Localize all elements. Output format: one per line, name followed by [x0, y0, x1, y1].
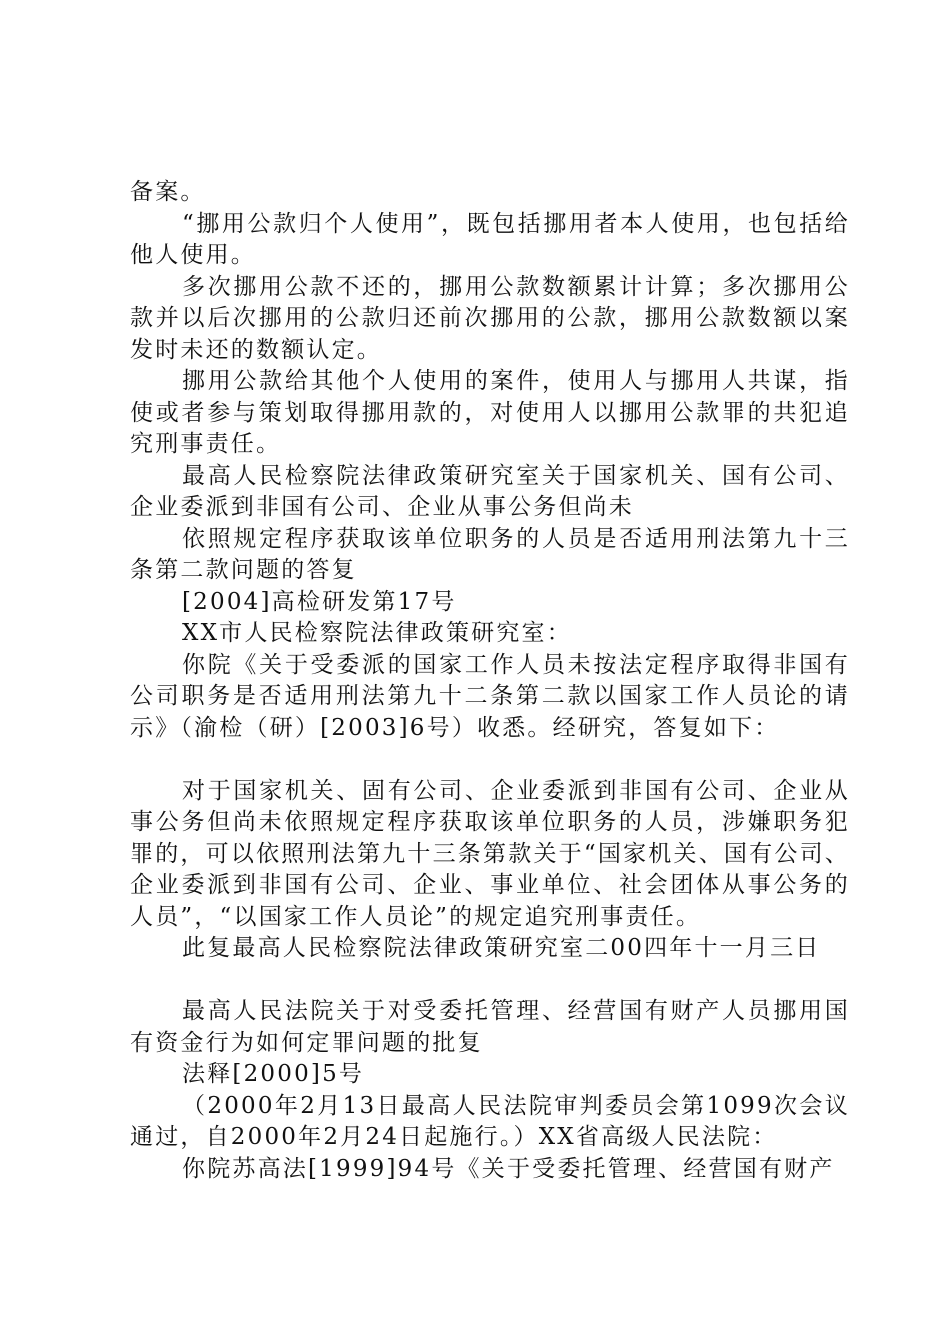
paragraph: 多次挪用公款不还的，挪用公款数额累计计算；多次挪用公款并以后次挪用的公款归还前次挪用的公款，挪用公款数额以案发时未还的数额认定。 [130, 273, 850, 363]
paragraph: 依照规定程序获取该单位职务的人员是否适用刑法第九十三条第二款问题的答复 [130, 525, 850, 583]
paragraph: 挪用公款给其他个人使用的案件，使用人与挪用人共谋，指使或者参与策划取得挪用款的，对使用人以挪用公款罪的共犯追究刑事责任。 [130, 368, 850, 457]
blank-line [130, 965, 850, 997]
paragraph: 最高人民检察院法律政策研究室关于国家机关、国有公司、企业委派到非国有公司、企业从事公务但尚未 [130, 462, 850, 520]
document-number: [2004]高检研发第17号 [182, 588, 457, 615]
blank-line [130, 744, 850, 776]
paragraph: 备案。 [130, 179, 206, 205]
paragraph: 对于国家机关、固有公司、企业委派到非国有公司、企业从事公务但尚未依照规定程序获取该单位职务的人员，涉嫌职务犯罪的，可以依照刑法第九十三条第款关于“国家机关、国有公司、企业委派到非国有公司、企业、事业单位、社会团体从事公务的人员”，“以国家工作人员论”的规定追究刑事责任。 [130, 777, 850, 930]
document-page [130, 177, 850, 1185]
paragraph: “挪用公款归个人使用”，既包括挪用者本人使用，也包括给他人使用。 [130, 210, 850, 268]
section-title: 最高人民法院关于对受委托管理、经营国有财产人员挪用国有资金行为如何定罪问题的批复 [130, 998, 850, 1056]
paragraph: 你院苏高法[1999]94号《关于受委托管理、经营国有财产 [182, 1155, 835, 1182]
paragraph: 你院《关于受委派的国家工作人员未按法定程序取得非国有公司职务是否适用刑法第九十二条第二款以国家工作人员论的请示》（渝检（研）[2003]6号）收悉。经研究，答复如下： [130, 651, 850, 741]
paragraph: （2000年2月13日最高人民法院审判委员会第1099次会议通过，自2000年2月24日起施行。）XX省高级人民法院： [130, 1092, 850, 1150]
addressee: XX市人民检察院法律政策研究室： [182, 620, 572, 646]
document-number: 法释[2000]5号 [182, 1061, 365, 1087]
signature-line: 此复最高人民检察院法律政策研究室二00四年十一月三日 [182, 935, 821, 961]
